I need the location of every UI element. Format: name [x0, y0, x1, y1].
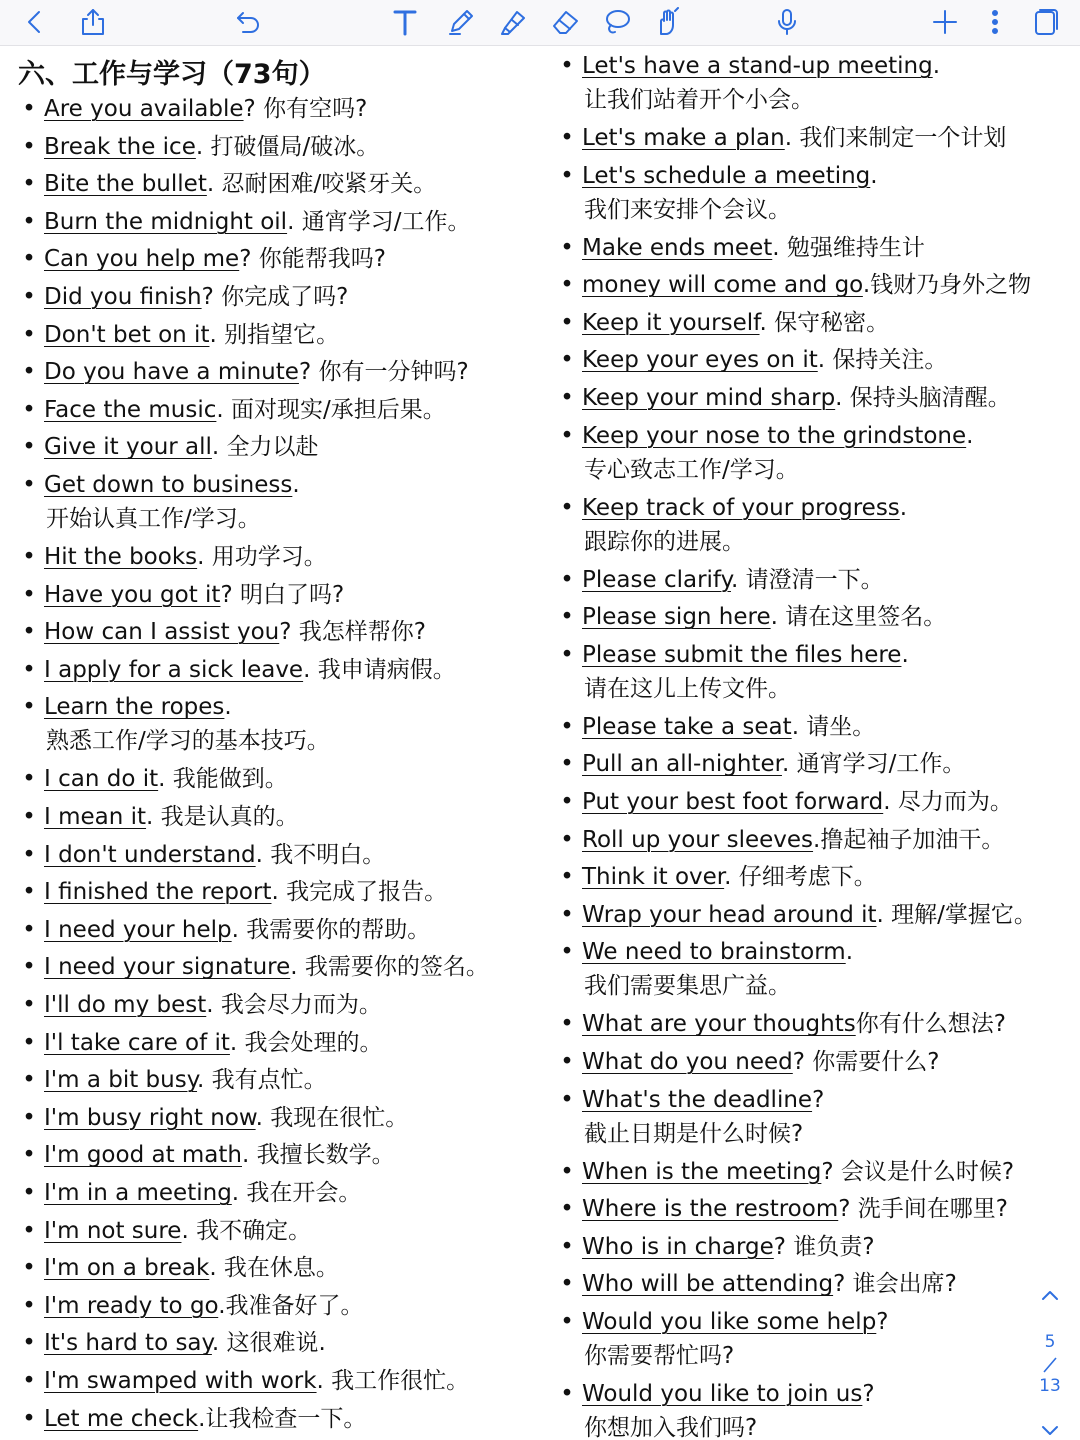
- bullet-marker: •: [22, 694, 36, 721]
- phrase-text: [44, 653, 456, 687]
- bullet-marker: •: [560, 566, 574, 593]
- bullet-marker: •: [22, 1368, 36, 1394]
- phrase-text: [44, 280, 348, 314]
- chinese-translation-line2: 开始认真工作/学习。: [46, 506, 261, 532]
- bullet-marker: •: [560, 494, 574, 521]
- english-phrase: Let me check: [44, 1405, 199, 1432]
- english-phrase: Keep your mind sharp: [582, 385, 836, 411]
- phrase-text: [44, 393, 446, 427]
- phrase-text: [44, 950, 489, 984]
- english-phrase: Don't bet on it: [44, 321, 210, 348]
- english-phrase: Do you have a minute: [44, 359, 299, 386]
- chinese-translation: .: [966, 422, 974, 449]
- gesture-icon[interactable]: [649, 3, 687, 41]
- chinese-translation: .: [870, 162, 878, 189]
- chinese-translation: . 打破僵局/破冰。: [195, 133, 380, 160]
- chinese-translation: . 请澄清一下。: [730, 566, 884, 593]
- english-phrase: Would you like to join us: [582, 1381, 863, 1407]
- english-phrase: I'm on a break: [44, 1255, 210, 1282]
- chinese-translation: . 我在开会。: [231, 1180, 362, 1206]
- bullet-marker: •: [560, 713, 574, 740]
- english-phrase: Pull an all-nighter: [582, 751, 782, 778]
- bullet-marker: •: [22, 544, 36, 570]
- chinese-translation: . 我不明白。: [255, 841, 386, 868]
- chinese-translation: ? 你有空吗?: [243, 96, 368, 122]
- english-phrase: I need your help: [44, 916, 232, 943]
- bullet-marker: •: [22, 1142, 36, 1169]
- english-phrase: When is the meeting: [582, 1158, 822, 1185]
- bullet-marker: •: [22, 1029, 36, 1056]
- chinese-translation: . 通宵学习/工作。: [781, 751, 966, 778]
- english-phrase: Think it over: [582, 864, 725, 891]
- chinese-translation: .: [899, 494, 908, 521]
- chinese-translation: . 我不确定。: [181, 1217, 312, 1244]
- chinese-translation-line2: 我们需要集思广益。: [584, 973, 791, 1000]
- chevron-up-icon[interactable]: [1036, 1282, 1064, 1310]
- chinese-translation-line2: 你需要帮忙吗?: [584, 1343, 735, 1369]
- phrase-text: [44, 430, 319, 464]
- phrase-text: [44, 690, 330, 755]
- chinese-translation: 你有什么想法?: [855, 1011, 1006, 1038]
- bullet-marker: •: [560, 1011, 574, 1038]
- phrase-text: [44, 1063, 327, 1097]
- english-phrase: Let's have a stand-up meeting: [582, 53, 933, 79]
- english-phrase: Give it your all: [44, 434, 212, 461]
- chinese-translation: . 我在休息。: [209, 1255, 339, 1282]
- english-phrase: Get down to business: [44, 472, 293, 498]
- phrase-text: [44, 1138, 395, 1172]
- bullet-marker: •: [560, 309, 574, 336]
- chinese-translation: . 我需要你的帮助。: [231, 916, 431, 943]
- chinese-translation: .我准备好了。: [218, 1292, 364, 1319]
- chinese-translation: . 我会处理的。: [229, 1029, 383, 1056]
- chinese-translation: ? 明白了吗?: [220, 581, 345, 608]
- bullet-marker: •: [22, 1292, 36, 1319]
- top-toolbar: [0, 0, 1080, 46]
- phrase-text: [582, 268, 1031, 302]
- english-phrase: Learn the ropes: [44, 694, 225, 721]
- bullet-marker: •: [22, 359, 36, 386]
- chinese-translation: .让我检查一下。: [198, 1405, 367, 1432]
- chinese-translation: ?: [876, 1309, 889, 1335]
- phrase-text: [582, 1192, 1008, 1226]
- chinese-translation-line2: 专心致志工作/学习。: [584, 456, 799, 483]
- english-phrase: Let's make a plan: [582, 125, 785, 151]
- phrase-text: [582, 1230, 875, 1264]
- english-phrase: Wrap your head around it: [582, 901, 877, 928]
- phrase-text: [44, 615, 426, 649]
- english-phrase: Keep your eyes on it: [582, 347, 818, 374]
- chinese-translation: ? 你完成了吗?: [201, 284, 349, 310]
- chinese-translation: . 我擅长数学。: [242, 1142, 395, 1169]
- chinese-translation: . 我需要你的签名。: [290, 954, 489, 981]
- english-phrase: Where is the restroom: [582, 1196, 839, 1223]
- english-phrase: It's hard to say: [44, 1330, 212, 1357]
- english-phrase: Keep track of your progress: [582, 494, 900, 521]
- chinese-translation-line2: 让我们站着开个小会。: [584, 87, 814, 113]
- bullet-marker: •: [560, 901, 574, 928]
- chinese-translation: . 我工作很忙。: [316, 1368, 470, 1394]
- phrase-text: [44, 988, 382, 1022]
- phrase-text: [44, 875, 447, 909]
- english-phrase: I'm not sure: [44, 1217, 182, 1244]
- phrase-text: [582, 563, 884, 597]
- bullet-marker: •: [22, 1180, 36, 1206]
- chinese-translation: . 我是认真的。: [146, 804, 299, 830]
- english-phrase: I don't understand: [44, 841, 256, 868]
- bullet-marker: •: [22, 321, 36, 348]
- english-phrase: I'm a bit busy: [44, 1067, 198, 1094]
- bullet-marker: •: [560, 641, 574, 668]
- phrase-text: [582, 1045, 940, 1079]
- phrase-text: [44, 1251, 339, 1285]
- english-phrase: Please sign here: [582, 604, 771, 631]
- chinese-translation: . 用功学习。: [197, 544, 327, 570]
- bullet-marker: •: [560, 939, 574, 966]
- chinese-translation: . 我能做到。: [158, 766, 288, 793]
- english-phrase: I'm in a meeting: [44, 1180, 232, 1206]
- phrase-text: [44, 1364, 469, 1398]
- undo-icon[interactable]: [229, 3, 267, 41]
- add-icon[interactable]: [926, 3, 964, 41]
- english-phrase: Keep it yourself: [582, 309, 760, 336]
- eraser-icon[interactable]: [546, 3, 584, 41]
- phrase-text: [44, 130, 379, 164]
- phrase-text: [582, 600, 946, 634]
- total-page-number: 13: [1039, 1376, 1061, 1396]
- bullet-marker: •: [560, 1271, 574, 1298]
- section-heading: 六、工作与学习（73句）: [18, 59, 326, 90]
- bullet-marker: •: [560, 272, 574, 299]
- bullet-marker: •: [560, 385, 574, 411]
- chinese-translation-line2: 请在这儿上传文件。: [584, 675, 791, 702]
- bullet-marker: •: [22, 171, 36, 198]
- chinese-translation: ? 洗手间在哪里?: [838, 1196, 1008, 1223]
- phrase-text: [582, 1083, 825, 1147]
- english-phrase: money will come and go: [582, 272, 863, 299]
- chinese-translation: ? 你有一分钟吗?: [298, 359, 469, 386]
- phrase-text: [582, 306, 889, 340]
- phrase-text: [44, 540, 327, 574]
- english-phrase: I'm busy right now: [44, 1104, 256, 1131]
- phrase-text: [582, 1155, 1014, 1189]
- phrase-text: [44, 1289, 364, 1323]
- chinese-translation: . 勉强维持生计: [772, 234, 925, 261]
- english-phrase: What's the deadline: [582, 1086, 813, 1113]
- phrase-text: [44, 167, 436, 201]
- bullet-marker: •: [22, 656, 36, 683]
- chinese-translation: ? 你能帮我吗?: [239, 246, 386, 273]
- document-page: [0, 46, 1080, 1440]
- bullet-marker: •: [22, 284, 36, 310]
- phrase-text: [44, 318, 339, 352]
- phrase-text: [582, 491, 908, 555]
- chinese-translation: . 我有点忙。: [197, 1067, 327, 1094]
- chinese-translation: ? 我怎样帮你?: [279, 619, 426, 646]
- phrase-text: [44, 1402, 366, 1436]
- bullet-marker: •: [22, 396, 36, 423]
- chinese-translation: . 面对现实/承担后果。: [216, 396, 446, 423]
- phrase-text: [44, 1326, 326, 1360]
- back-icon[interactable]: [16, 3, 54, 41]
- phrase-text: [582, 1007, 1006, 1041]
- phrase-text: [582, 381, 1011, 415]
- phrase-text: [44, 205, 470, 239]
- bullet-marker: •: [22, 879, 36, 906]
- pen-icon[interactable]: [442, 3, 480, 41]
- chinese-translation: . 保持头脑清醒。: [835, 385, 1011, 411]
- chinese-translation: . 我完成了报告。: [271, 879, 448, 906]
- english-phrase: Please submit the files here: [582, 641, 902, 668]
- bullet-marker: •: [560, 826, 574, 853]
- english-phrase: Please take a seat: [582, 713, 792, 740]
- phrase-text: [582, 1267, 957, 1301]
- chinese-translation: . 别指望它。: [209, 321, 340, 348]
- bullet-marker: •: [22, 619, 36, 646]
- chinese-translation: . 保持关注。: [817, 347, 948, 374]
- phrase-text: [44, 1026, 383, 1060]
- phrase-text: [44, 913, 430, 947]
- bullet-marker: •: [560, 1233, 574, 1260]
- english-phrase: Break the ice: [44, 133, 196, 160]
- phrase-text: [582, 49, 941, 113]
- phrase-text: [44, 468, 300, 532]
- bullet-marker: •: [560, 1309, 574, 1335]
- chinese-translation: . 理解/掌握它。: [876, 901, 1037, 928]
- bullet-marker: •: [560, 1381, 574, 1407]
- english-phrase: I can do it: [44, 766, 159, 793]
- chinese-translation-line2: 我们来安排个会议。: [584, 196, 791, 223]
- bullet-marker: •: [22, 434, 36, 461]
- phrase-text: [44, 800, 299, 834]
- bullet-marker: •: [22, 1255, 36, 1282]
- bullet-marker: •: [560, 125, 574, 151]
- phrase-text: [44, 1176, 361, 1210]
- chinese-translation: .: [224, 694, 232, 721]
- english-phrase: Hit the books: [44, 544, 198, 570]
- bullet-marker: •: [22, 1405, 36, 1432]
- english-phrase: I'm ready to go: [44, 1292, 219, 1319]
- phrase-text: [582, 343, 947, 377]
- bullet-marker: •: [560, 1158, 574, 1185]
- phrase-text: [582, 935, 854, 1000]
- bullet-marker: •: [560, 864, 574, 891]
- phrase-text: [44, 242, 386, 276]
- bullet-marker: •: [560, 789, 574, 815]
- chinese-translation: ?: [862, 1381, 875, 1407]
- lasso-icon[interactable]: [598, 3, 636, 41]
- chinese-translation-line2: 截止日期是什么时候?: [584, 1120, 804, 1147]
- chinese-translation: . 请在这里签名。: [770, 604, 947, 631]
- bullet-marker: •: [22, 1067, 36, 1094]
- phrase-text: [44, 1214, 311, 1248]
- chinese-translation: ? 会议是什么时候?: [821, 1158, 1015, 1185]
- english-phrase: Let's schedule a meeting: [582, 162, 871, 189]
- english-phrase: I'm swamped with work: [44, 1368, 317, 1394]
- chinese-translation: . 我会尽力而为。: [206, 992, 382, 1018]
- bullet-marker: •: [22, 992, 36, 1018]
- english-phrase: Make ends meet: [582, 234, 773, 261]
- bullet-marker: •: [22, 766, 36, 793]
- chinese-translation: . 通宵学习/工作。: [287, 208, 471, 235]
- english-phrase: Burn the midnight oil: [44, 208, 288, 235]
- bullet-marker: •: [560, 162, 574, 189]
- microphone-icon[interactable]: [768, 3, 806, 41]
- english-phrase: Keep your nose to the grindstone: [582, 422, 967, 449]
- phrase-text: [582, 121, 1006, 155]
- english-phrase: Please clarify: [582, 566, 731, 593]
- chinese-translation: .: [292, 472, 300, 498]
- english-phrase: I mean it: [44, 804, 147, 830]
- chinese-translation: ? 谁负责?: [773, 1233, 875, 1260]
- bullet-marker: •: [22, 1330, 36, 1357]
- phrase-text: [44, 762, 288, 796]
- chinese-translation: . 保守秘密。: [759, 309, 890, 336]
- bullet-marker: •: [22, 581, 36, 608]
- phrase-text: [582, 898, 1037, 932]
- chinese-translation-line2: 跟踪你的进展。: [584, 528, 745, 555]
- bullet-marker: •: [22, 1217, 36, 1244]
- english-phrase: I finished the report: [44, 879, 272, 906]
- chinese-translation-line2: 熟悉工作/学习的基本技巧。: [46, 728, 330, 755]
- chinese-translation: .: [845, 939, 854, 966]
- chinese-translation: . 我们来制定一个计划: [784, 125, 1007, 151]
- english-phrase: What are your thoughts: [582, 1011, 856, 1038]
- phrase-text: [44, 355, 469, 389]
- chinese-translation: . 这很难说.: [211, 1330, 326, 1357]
- bullet-marker: •: [22, 133, 36, 160]
- chinese-translation: .: [901, 641, 909, 668]
- phrase-text: [44, 92, 367, 126]
- english-phrase: Who will be attending: [582, 1271, 834, 1298]
- phrase-text: [582, 1377, 875, 1440]
- phrase-text: [582, 710, 875, 744]
- bullet-marker: •: [22, 246, 36, 273]
- bullet-marker: •: [560, 1196, 574, 1223]
- more-icon[interactable]: [976, 3, 1014, 41]
- current-page-number: 5: [1044, 1332, 1056, 1352]
- chinese-translation: . 我现在很忙。: [255, 1104, 409, 1131]
- english-phrase: Who is in charge: [582, 1233, 774, 1260]
- phrase-text: [582, 747, 965, 781]
- phrase-text: [44, 1101, 408, 1135]
- text-tool-icon[interactable]: [386, 3, 424, 41]
- phrase-text: [44, 838, 385, 872]
- bullet-marker: •: [560, 1086, 574, 1113]
- phrase-text: [582, 1305, 889, 1369]
- page-navigator: [1020, 1276, 1080, 1440]
- english-phrase: Would you like some help: [582, 1309, 877, 1335]
- bullet-marker: •: [560, 1049, 574, 1075]
- chinese-translation: ?: [812, 1086, 825, 1113]
- phrase-text: [582, 159, 878, 223]
- bullet-marker: •: [560, 751, 574, 778]
- chinese-translation: .: [932, 53, 941, 79]
- english-phrase: How can I assist you: [44, 619, 280, 646]
- bullet-marker: •: [22, 841, 36, 868]
- english-phrase: I need your signature: [44, 954, 291, 981]
- phrase-text: [582, 823, 1004, 857]
- english-phrase: Are you available: [44, 96, 244, 122]
- chinese-translation: ? 你需要什么?: [792, 1049, 940, 1075]
- english-phrase: Put your best foot forward: [582, 789, 884, 815]
- english-phrase: Can you help me: [44, 246, 240, 273]
- page-separator: [1042, 1356, 1058, 1374]
- chinese-translation: . 仔细考虑下。: [724, 864, 877, 891]
- english-phrase: I'll do my best: [44, 992, 207, 1018]
- bullet-marker: •: [22, 916, 36, 943]
- english-phrase: Bite the bullet: [44, 171, 207, 198]
- english-phrase: I apply for a sick leave: [44, 656, 304, 683]
- english-phrase: Did you finish: [44, 284, 202, 310]
- english-phrase: Roll up your sleeves: [582, 826, 814, 853]
- english-phrase: Have you got it: [44, 581, 221, 608]
- chinese-translation: . 全力以赴: [211, 434, 319, 461]
- bullet-marker: •: [560, 234, 574, 261]
- phrase-text: [582, 785, 1013, 819]
- phrase-text: [44, 578, 344, 612]
- chevron-down-icon[interactable]: [1036, 1416, 1064, 1440]
- bullet-marker: •: [560, 347, 574, 374]
- bullet-marker: •: [22, 472, 36, 498]
- pages-icon[interactable]: [1026, 3, 1064, 41]
- phrase-text: [582, 860, 877, 894]
- chinese-translation: ? 谁会出席?: [833, 1271, 957, 1298]
- english-phrase: I'l take care of it: [44, 1029, 230, 1056]
- chinese-translation: . 忍耐困难/咬紧牙关。: [206, 171, 437, 198]
- bullet-marker: •: [22, 954, 36, 981]
- chinese-translation: . 我申请病假。: [303, 656, 456, 683]
- english-phrase: Face the music: [44, 396, 217, 423]
- bullet-marker: •: [22, 1104, 36, 1131]
- english-phrase: We need to brainstorm: [582, 939, 846, 966]
- phrase-text: [582, 419, 974, 483]
- bullet-marker: •: [560, 53, 574, 79]
- bullet-marker: •: [22, 96, 36, 122]
- english-phrase: What do you need: [582, 1049, 793, 1075]
- chinese-translation-line2: 你想加入我们吗?: [584, 1415, 758, 1440]
- bullet-marker: •: [560, 604, 574, 631]
- chinese-translation: .钱财乃身外之物: [862, 272, 1032, 299]
- phrase-text: [582, 231, 925, 265]
- highlighter-icon[interactable]: [494, 3, 532, 41]
- english-phrase: I'm good at math: [44, 1142, 242, 1169]
- bullet-marker: •: [560, 422, 574, 449]
- bullet-marker: •: [22, 804, 36, 830]
- share-icon[interactable]: [74, 3, 112, 41]
- chinese-translation: . 尽力而为。: [883, 789, 1013, 815]
- chinese-translation: .撸起袖子加油干。: [813, 826, 1005, 853]
- phrase-text: [582, 638, 909, 702]
- bullet-marker: •: [22, 208, 36, 235]
- chinese-translation: . 请坐。: [791, 713, 876, 740]
